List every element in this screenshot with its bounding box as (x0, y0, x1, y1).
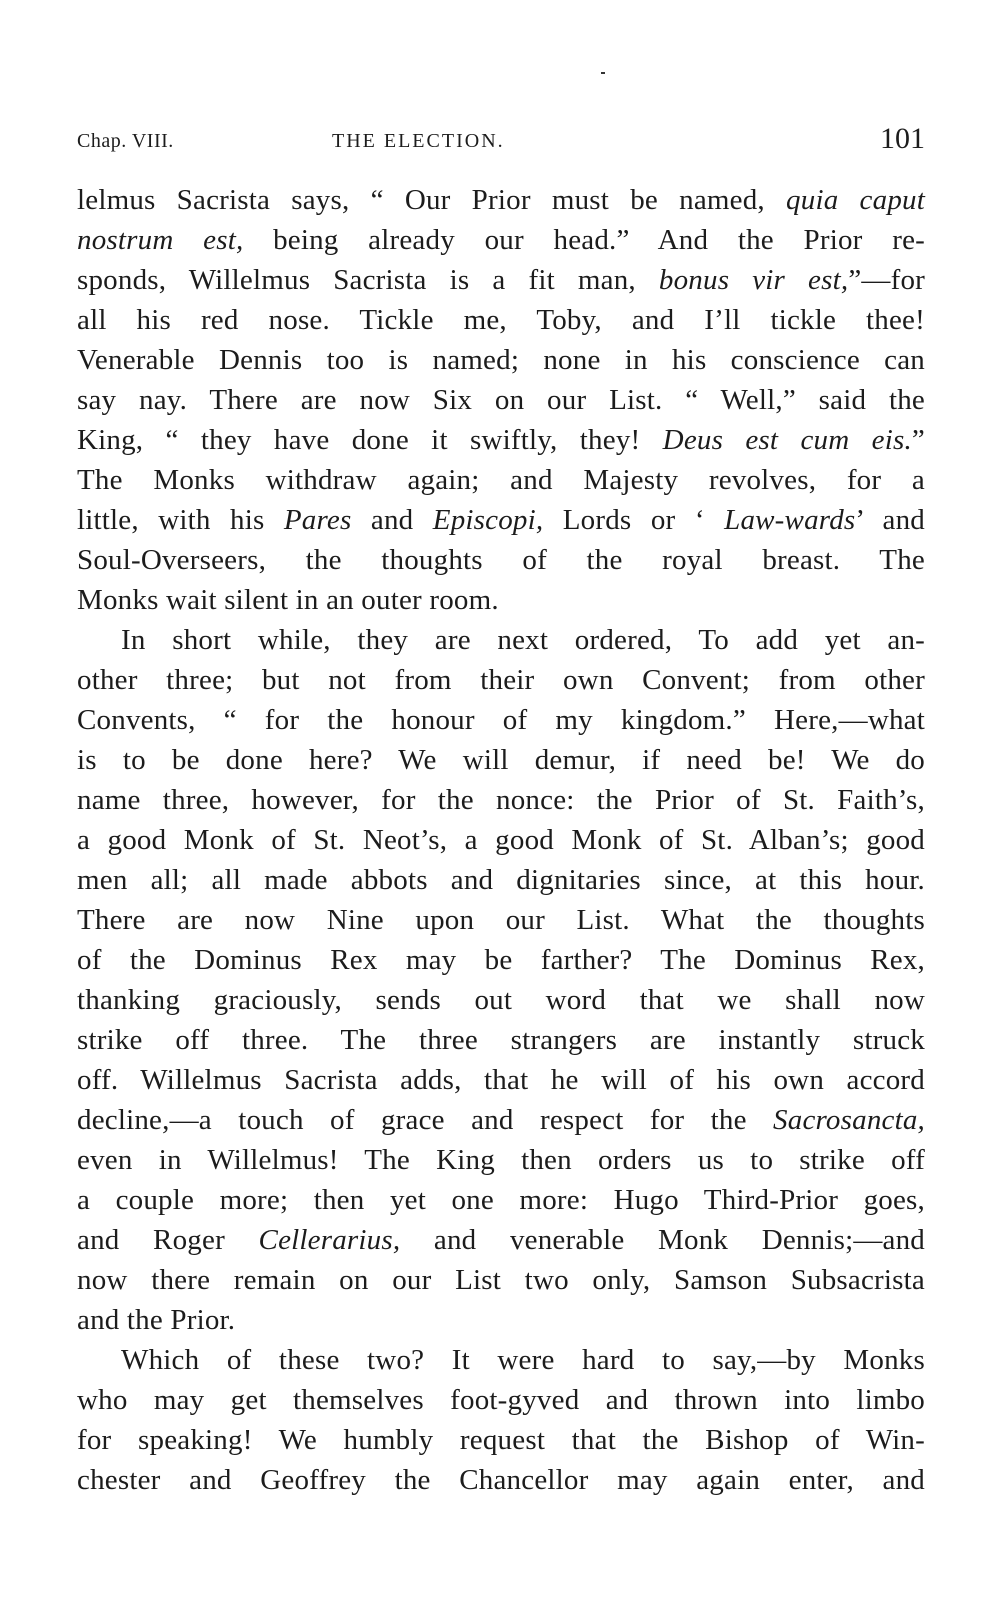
chapter-label: Chap. VIII. (77, 130, 174, 152)
body-text (77, 180, 925, 1500)
text-run: off. Willelmus Sacrista adds, that he will of his own accord (77, 1064, 925, 1096)
text-run: say nay. There are now Six on our List. “ Well,” said the (77, 384, 925, 416)
text-run: being already our head.” And the Prior re- (243, 224, 925, 256)
text-run: ’ and (855, 504, 925, 536)
text-run: The Monks withdraw again; and Majesty revolves, for a (77, 464, 925, 496)
text-run: a couple more; then yet one more: Hugo Third-Prior goes, (77, 1184, 925, 1216)
text-line (77, 180, 925, 220)
text-line (77, 1300, 925, 1340)
page-number: 101 (880, 122, 925, 155)
text-run: Venerable Dennis too is named; none in his conscience can (77, 344, 925, 376)
text-run: Lords or ‘ (543, 504, 725, 536)
text-run: for speaking! We humbly request that the Bishop of Win- (77, 1424, 925, 1456)
text-run: all his red nose. Tickle me, Toby, and I’ll tickle thee! (77, 304, 925, 336)
text-run: now there remain on our List two only, Samson Subsacrista (77, 1264, 925, 1296)
text-line (77, 820, 925, 860)
text-line (77, 1060, 925, 1100)
italic-run: nostrum est, (77, 224, 244, 256)
text-line (77, 460, 925, 500)
text-run: who may get themselves foot-gyved and thrown into limbo (77, 1384, 925, 1416)
text-line (77, 1460, 925, 1500)
text-run: Which of these two? It were hard to say,—by Monks (121, 1344, 925, 1376)
text-run: There are now Nine upon our List. What the thoughts (77, 904, 925, 936)
text-line (77, 1100, 925, 1140)
text-line (77, 300, 925, 340)
text-run: and (351, 504, 433, 536)
italic-run: bonus vir est, (658, 264, 849, 296)
text-run: is to be done here? We will demur, if need be! We do (77, 744, 925, 776)
text-run: men all; all made abbots and dignitaries since, at this hour. (77, 864, 925, 896)
text-line (77, 540, 925, 580)
text-run: In short while, they are next ordered, To add yet an- (121, 624, 925, 656)
text-run: Monks wait silent in an outer room. (77, 584, 499, 616)
text-line (77, 260, 925, 300)
text-run: chester and Geoffrey the Chancellor may again enter, and (77, 1464, 925, 1496)
text-line (77, 700, 925, 740)
text-line (77, 500, 925, 540)
text-run: King, “ they have done it swiftly, they! (77, 424, 663, 456)
text-line (77, 780, 925, 820)
text-line (77, 660, 925, 700)
text-line (77, 1340, 925, 1380)
text-line (77, 1020, 925, 1060)
italic-run: Sacrosancta, (773, 1104, 925, 1136)
italic-run: Episcopi, (432, 504, 544, 536)
italic-run: Cellerarius, (258, 1224, 401, 1256)
chapter-title: THE ELECTION. (332, 130, 505, 152)
text-run: even in Willelmus! The King then orders us to strike off (77, 1144, 925, 1176)
print-mark (601, 72, 605, 74)
running-head (77, 122, 925, 156)
text-line (77, 1380, 925, 1420)
text-line (77, 980, 925, 1020)
text-run: decline,—a touch of grace and respect for the (77, 1104, 774, 1136)
text-run: lelmus Sacrista says, “ Our Prior must be named, (77, 184, 787, 216)
text-line (77, 1180, 925, 1220)
text-line (77, 1220, 925, 1260)
text-line (77, 620, 925, 660)
text-line (77, 860, 925, 900)
text-run: and Roger (77, 1224, 259, 1256)
text-line (77, 220, 925, 260)
italic-run: Pares (283, 504, 352, 536)
text-run: ” (911, 424, 925, 456)
text-line (77, 1140, 925, 1180)
text-run: sponds, Willelmus Sacrista is a fit man, (77, 264, 659, 296)
text-line (77, 580, 925, 620)
text-run: name three, however, for the nonce: the Prior of St. Faith’s, (77, 784, 925, 816)
text-line (77, 1420, 925, 1460)
text-run: Convents, “ for the honour of my kingdom.” Here,—what (77, 704, 925, 736)
text-line (77, 380, 925, 420)
text-run: and venerable Monk Dennis;—and (400, 1224, 925, 1256)
italic-run: Law-wards (724, 504, 856, 536)
text-run: little, with his (77, 504, 284, 536)
text-line (77, 340, 925, 380)
text-run: a good Monk of St. Neot’s, a good Monk of St. Alban’s; good (77, 824, 925, 856)
text-line (77, 1260, 925, 1300)
text-run: other three; but not from their own Convent; from other (77, 664, 925, 696)
text-run: thanking graciously, sends out word that we shall now (77, 984, 925, 1016)
text-run: Soul-Overseers, the thoughts of the royal breast. The (77, 544, 925, 576)
italic-run: Deus est cum eis. (662, 424, 912, 456)
text-run: of the Dominus Rex may be farther? The Dominus Rex, (77, 944, 925, 976)
text-run: strike off three. The three strangers are instantly struck (77, 1024, 925, 1056)
italic-run: quia caput (786, 184, 925, 216)
text-run: and the Prior. (77, 1304, 236, 1336)
text-line (77, 900, 925, 940)
text-line (77, 940, 925, 980)
text-run: ”—for (848, 264, 925, 296)
text-line (77, 420, 925, 460)
text-line (77, 740, 925, 780)
